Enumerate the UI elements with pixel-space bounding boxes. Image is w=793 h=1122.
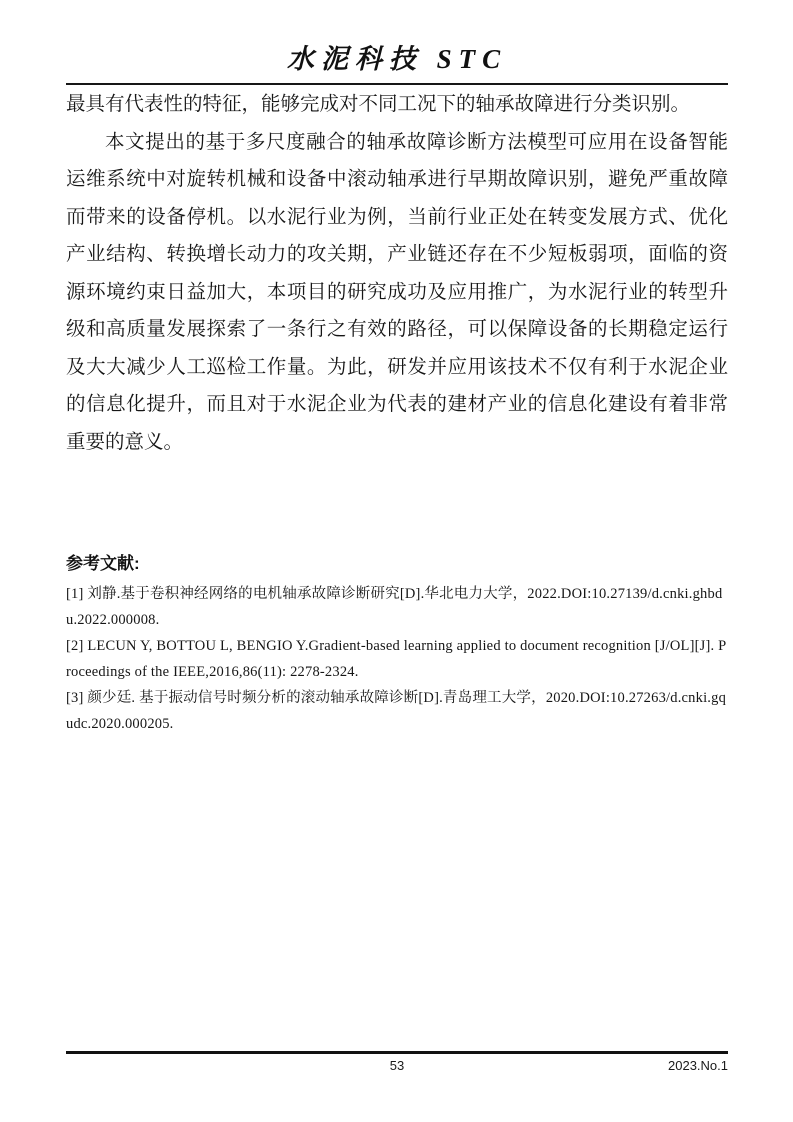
body-paragraph: 本文提出的基于多尺度融合的轴承故障诊断方法模型可应用在设备智能运维系统中对旋转机械和设备中滚动轴承进行早期故障识别，避免严重故障而带来的设备停机。以水泥行业为例，当前行业正处在转变发展方式、优化产业结构、转换增长动力的攻关期，产业链还存在不少短板弱项，面临的资源环境约束日益加大，本项目的研究成功及应用推广，为水泥行业的转型升级和高质量发展探索了一条行之有效的路径，可以保障设备的长期稳定运行及大大减少人工巡检工作量。为此，研发并应用该技术不仅有利于水泥企业的信息化提升，而且对于水泥企业为代表的建材产业的信息化建设有着非常重要的意义。 xyxy=(66,131,728,453)
page-body xyxy=(66,86,728,737)
page-footer xyxy=(66,1051,728,1075)
references-section xyxy=(66,549,728,737)
reference-item: [1] 刘静.基于卷积神经网络的电机轴承故障诊断研究[D].华北电力大学，2022.DOI:10.27139/d.cnki.ghbdu.2022.000008. xyxy=(66,586,723,628)
page-number: 53 xyxy=(389,1058,405,1073)
issue-label: 2023.No.1 xyxy=(668,1058,728,1073)
journal-title: 水泥科技 STC xyxy=(286,44,508,74)
page-header xyxy=(66,0,728,85)
body-opening-line: 最具有代表性的特征，能够完成对不同工况下的轴承故障进行分类识别。 xyxy=(66,94,691,115)
reference-item: [2] LECUN Y, BOTTOU L, BENGIO Y.Gradient-based learning applied to document recognition [J/OL][J]. Proceedings of the IEEE,2016,86(11): 2278-2324. xyxy=(66,638,727,680)
references-heading: 参考文献: xyxy=(66,554,140,573)
reference-item: [3] 颜少廷. 基于振动信号时频分析的滚动轴承故障诊断[D].青岛理工大学，2020.DOI:10.27263/d.cnki.gqudc.2020.000205. xyxy=(66,690,727,732)
footer-row xyxy=(66,1057,728,1075)
footer-divider xyxy=(66,1051,728,1054)
